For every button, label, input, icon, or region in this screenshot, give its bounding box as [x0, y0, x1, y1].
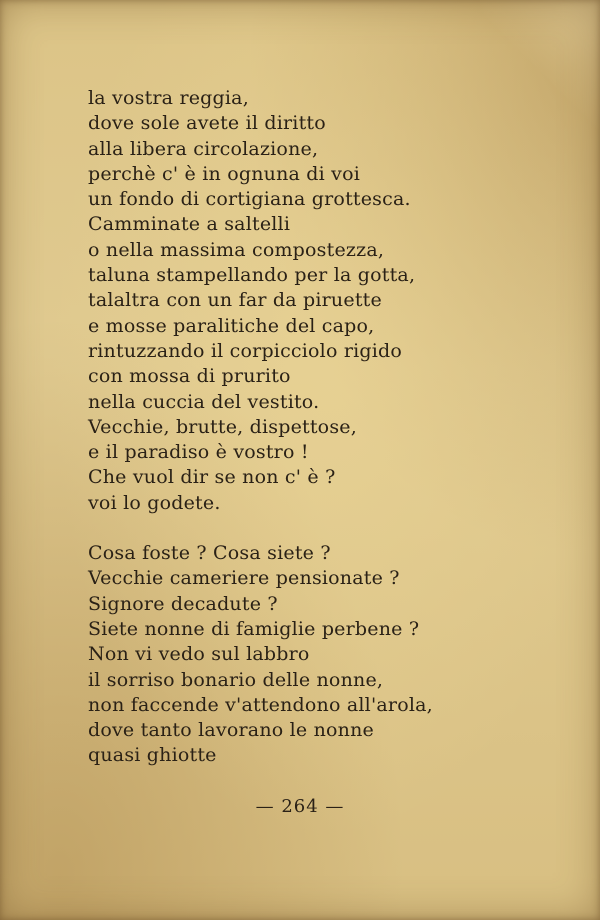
stanza-1 [88, 86, 548, 516]
poem-line: con mossa di prurito [88, 365, 291, 388]
poem-line: e mosse paralitiche del capo, [88, 314, 375, 337]
poem-line: alla libera circolazione, [88, 137, 319, 160]
poem-line: Camminate a saltelli [88, 213, 291, 236]
poem-line: la vostra reggia, [88, 87, 249, 109]
stanza-2 [88, 541, 548, 769]
poem-line: voi lo godete. [88, 491, 221, 514]
poem-line: e il paradiso è vostro ! [88, 441, 309, 464]
poem-line: dove sole avete il diritto [88, 112, 326, 135]
poem-line: Vecchie cameriere pensionate ? [88, 567, 400, 590]
poem-line: Non vi vedo sul labbro [88, 643, 310, 666]
page-number: — 264 — [255, 796, 345, 817]
poem-line: taluna stampellando per la gotta, [88, 264, 416, 287]
poem-line: Vecchie, brutte, dispettose, [88, 415, 357, 438]
poem-line: rintuzzando il corpicciolo rigido [88, 339, 403, 362]
poem-line: non faccende v'attendono all'arola, [88, 693, 433, 716]
poem-line: un fondo di cortigiana grottesca. [88, 188, 411, 211]
poem-line: quasi ghiotte [88, 744, 217, 767]
poem-line: nella cuccia del vestito. [88, 390, 320, 413]
poem-line: Cosa foste ? Cosa siete ? [88, 542, 331, 565]
poem-text [88, 86, 548, 769]
poem-line: o nella massima compostezza, [88, 238, 385, 261]
poem-line: il sorriso bonario delle nonne, [88, 668, 384, 691]
poem-line: Siete nonne di famiglie perbene ? [88, 617, 420, 640]
poem-line: dove tanto lavorano le nonne [88, 719, 374, 742]
poem-line: Signore decadute ? [88, 592, 278, 615]
poem-line: Che vuol dir se non c' è ? [88, 466, 336, 489]
poem-line: talaltra con un far da piruette [88, 289, 382, 312]
poem-line: perchè c' è in ognuna di voi [88, 162, 360, 185]
